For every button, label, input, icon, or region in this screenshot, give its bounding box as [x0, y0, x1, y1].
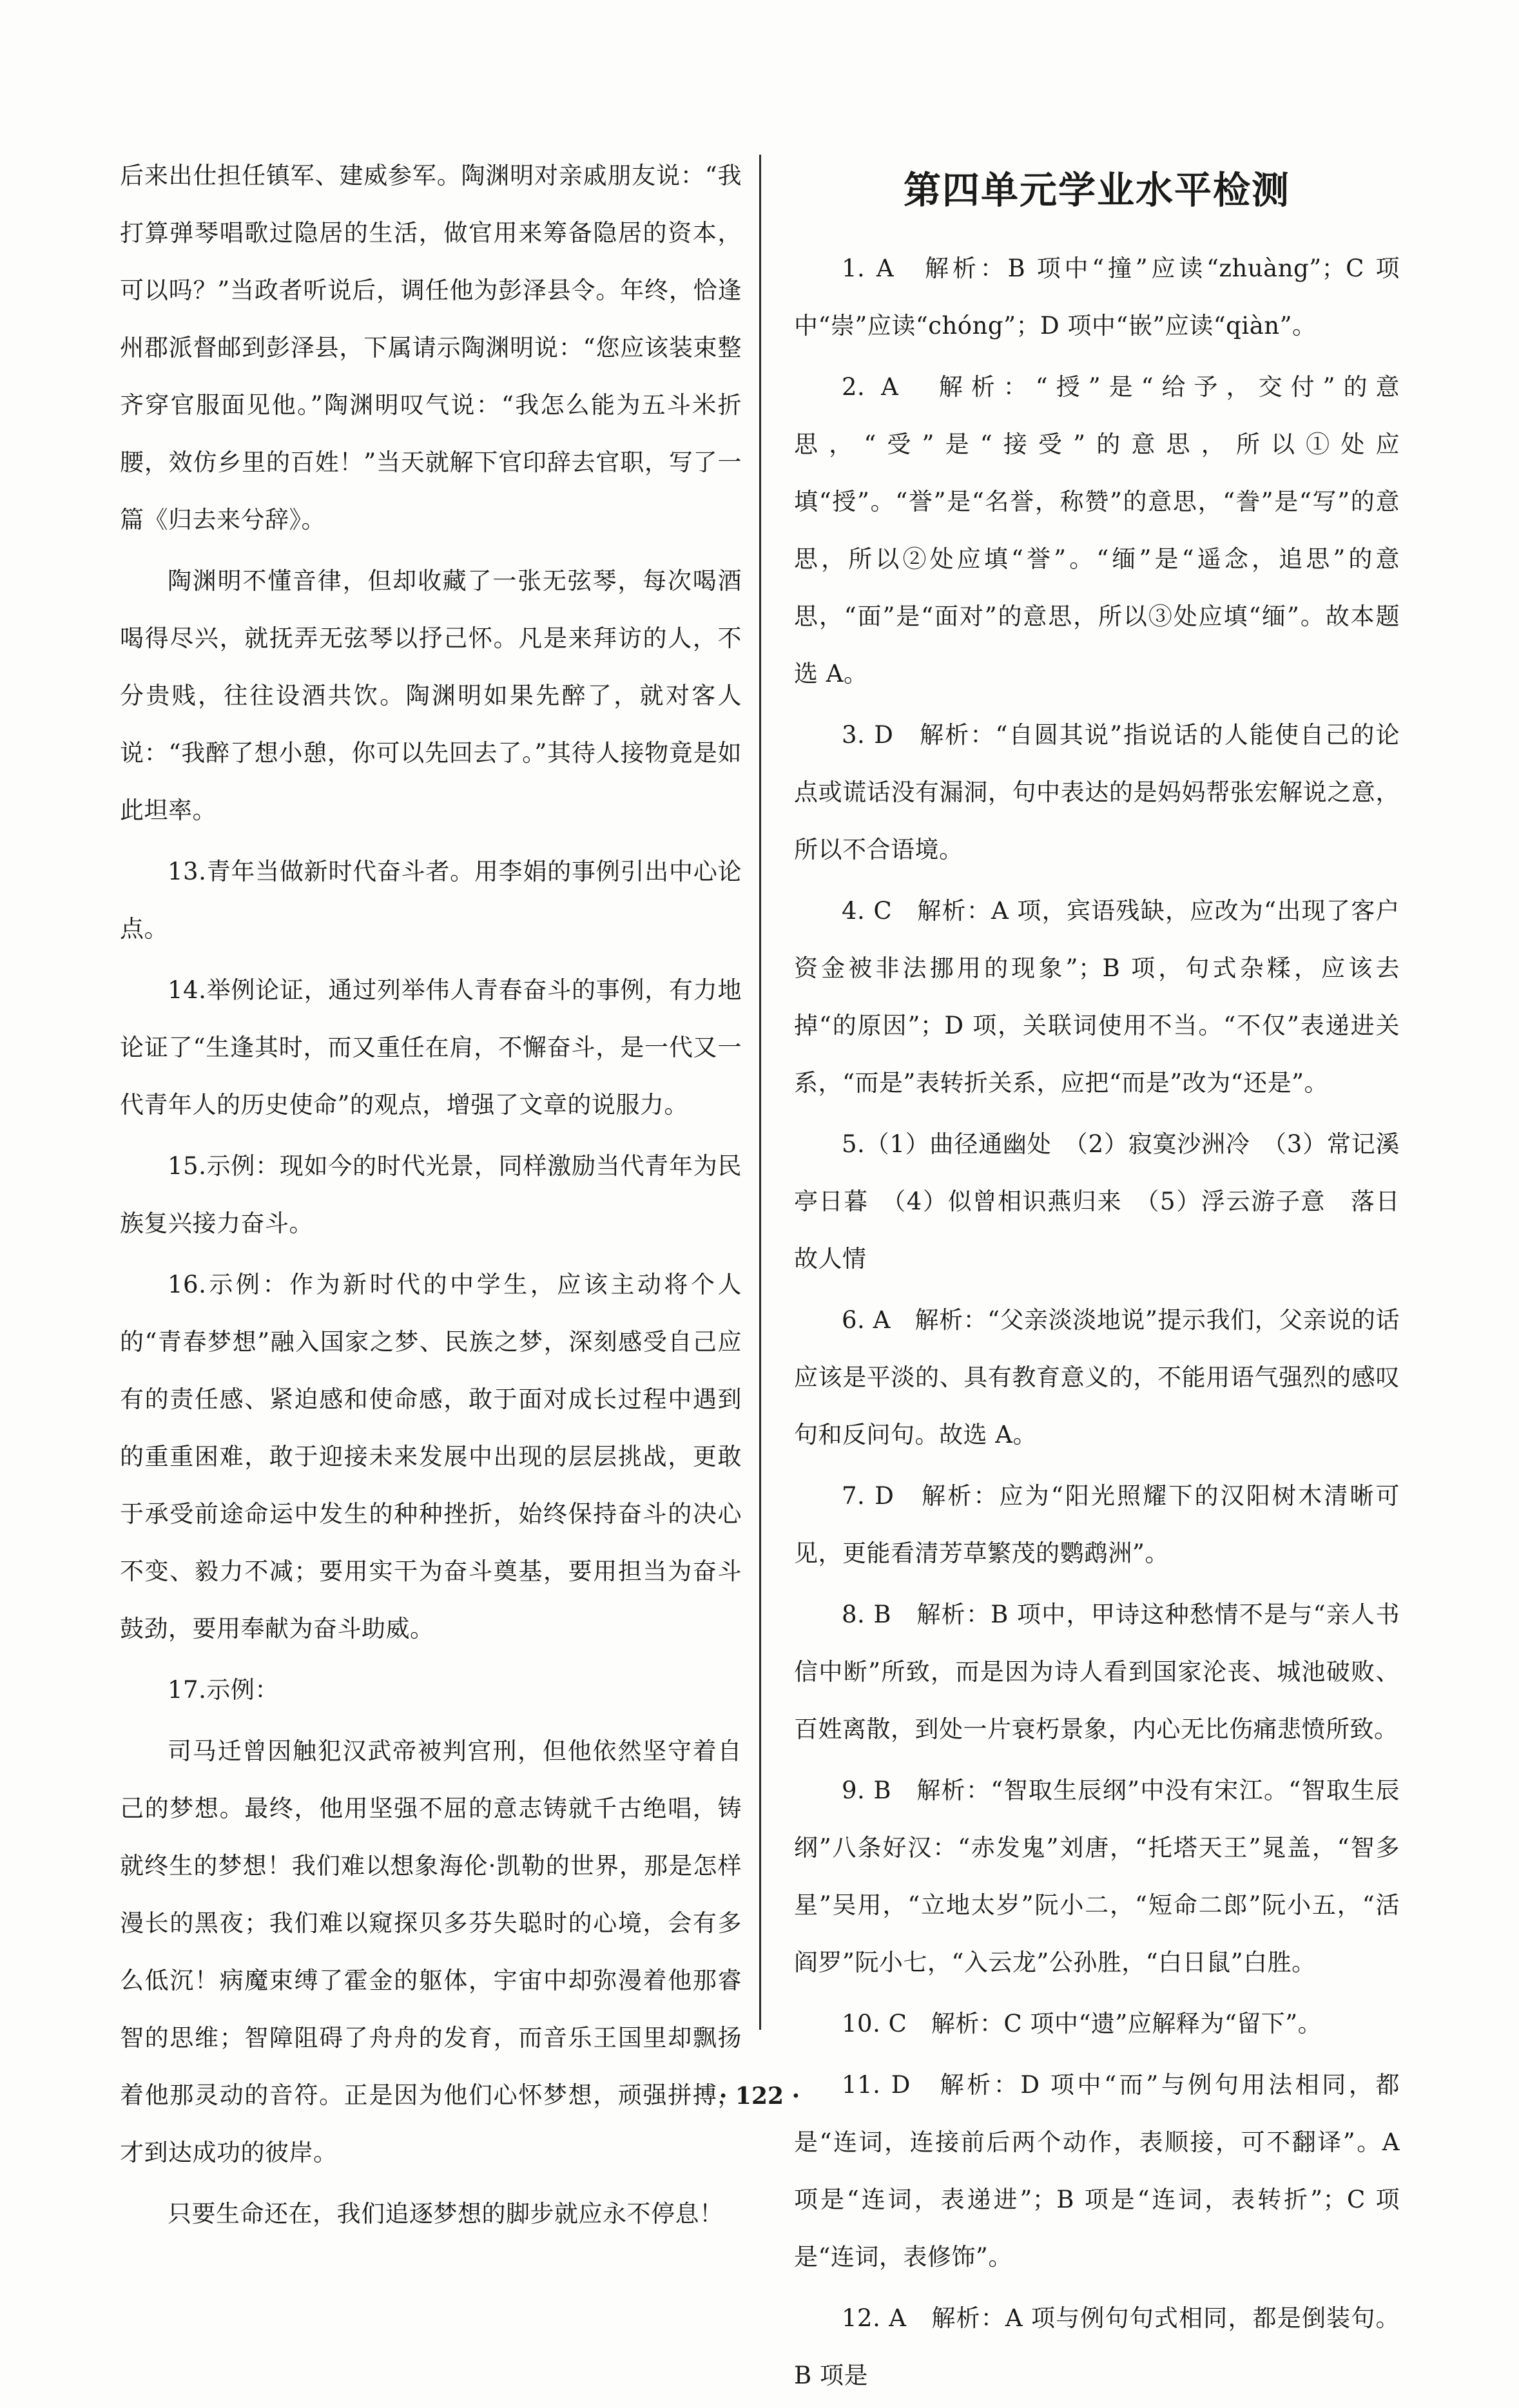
answer-9: 9. B 解析：“智取生辰纲”中没有宋江。“智取生辰纲”八条好汉：“赤发鬼”刘唐，“托塔天王”晁盖，“智多星”吴用，“立地太岁”阮小二，“短命二郎”阮小五，“活阎罗”阮小七，“入云龙”公孙胜，“白日鼠”白胜。 — [794, 1777, 1400, 1976]
right-column — [794, 147, 1400, 2408]
answer-1: 1. A 解析：B 项中“撞”应读“zhuàng”；C 项中“崇”应读“chóng”；D 项中“嵌”应读“qiàn”。 — [794, 255, 1400, 340]
answer-11: 11. D 解析：D 项中“而”与例句用法相同，都是“连词，连接前后两个动作，表顺接，可不翻译”。A 项是“连词，表递进”；B 项是“连词，表转折”；C 项是“连词，表修饰”。 — [794, 2071, 1400, 2271]
answer-6: 6. A 解析：“父亲淡淡地说”提示我们，父亲说的话应该是平淡的、具有教育意义的，不能用语气强烈的感叹句和反问句。故选 A。 — [794, 1306, 1400, 1449]
paragraph: 后来出仕担任镇军、建威参军。陶渊明对亲戚朋友说：“我打算弹琴唱歌过隐居的生活，做官用来筹备隐居的资本，可以吗？”当政者听说后，调任他为彭泽县令。年终，恰逢州郡派督邮到彭泽县，下属请示陶渊明说：“您应该装束整齐穿官服面见他。”陶渊明叹气说：“我怎么能为五斗米折腰，效仿乡里的百姓！”当天就解下官印辞去官职，写了一篇《归去来兮辞》。 — [120, 162, 742, 534]
paragraph: 只要生命还在，我们追逐梦想的脚步就应永不停息！ — [168, 2200, 724, 2228]
answer-12: 12. A 解析：A 项与例句句式相同，都是倒装句。B 项是 — [794, 2304, 1400, 2389]
answer-4: 4. C 解析：A 项，宾语残缺，应改为“出现了客户资金被非法挪用的现象”；B 项，句式杂糅，应该去掉“的原因”；D 项，关联词使用不当。“不仅”表递进关系，“而是”表转折关系，应把“而是”改为“还是”。 — [794, 897, 1400, 1097]
answer-8: 8. B 解析：B 项中，甲诗这种愁情不是与“亲人书信中断”所致，而是因为诗人看到国家沦丧、城池破败、百姓离散，到处一片衰朽景象，内心无比伤痛悲愤所致。 — [794, 1601, 1400, 1743]
answer-3: 3. D 解析：“自圆其说”指说话的人能使自己的论点或谎话没有漏洞，句中表达的是妈妈帮张宏解说之意，所以不合语境。 — [794, 721, 1400, 863]
paragraph: 司马迁曾因触犯汉武帝被判宫刑，但他依然坚守着自己的梦想。最终，他用坚强不屈的意志铸就千古绝唱，铸就终生的梦想！我们难以想象海伦·凯勒的世界，那是怎样漫长的黑夜；我们难以窥探贝多芬失聪时的心境，会有多么低沉！病魔束缚了霍金的躯体，宇宙中却弥漫着他那睿智的思维；智障阻碍了舟舟的发育，而音乐王国里却飘扬着他那灵动的音符。正是因为他们心怀梦想，顽强拼搏，才到达成功的彼岸。 — [120, 1737, 742, 2166]
answer-10: 10. C 解析：C 项中“遗”应解释为“留下”。 — [842, 2010, 1322, 2037]
page-number: · 122 · — [719, 2083, 800, 2110]
answer-5: 5.（1）曲径通幽处 （2）寂寞沙洲冷 （3）常记溪亭日暮 （4）似曾相识燕归来 （5）浮云游子意 落日故人情 — [794, 1130, 1400, 1273]
answer-17: 17.示例： — [168, 1676, 279, 1704]
answer-7: 7. D 解析：应为“阳光照耀下的汉阳树木清晰可见，更能看清芳草繁茂的鹦鹉洲”。 — [794, 1482, 1400, 1567]
section-title: 第四单元学业水平检测 — [903, 168, 1290, 212]
answer-15: 15.示例：现如今的时代光景，同样激励当代青年为民族复兴接力奋斗。 — [120, 1152, 742, 1237]
answer-14: 14.举例论证，通过列举伟人青春奋斗的事例，有力地论证了“生逢其时，而又重任在肩，不懈奋斗，是一代又一代青年人的历史使命”的观点，增强了文章的说服力。 — [120, 976, 742, 1119]
answer-13: 13.青年当做新时代奋斗者。用李娟的事例引出中心论点。 — [120, 858, 742, 943]
left-column — [120, 147, 742, 2246]
answer-2: 2. A 解析：“授”是“给予，交付”的意思，“受”是“接受”的意思，所以①处应填“授”。“誉”是“名誉，称赞”的意思，“誊”是“写”的意思，所以②处应填“誉”。“缅”是“遥念，追思”的意思，“面”是“面对”的意思，所以③处应填“缅”。故本题选 A。 — [794, 373, 1400, 688]
paragraph: 陶渊明不懂音律，但却收藏了一张无弦琴，每次喝酒喝得尽兴，就抚弄无弦琴以抒己怀。凡是来拜访的人，不分贵贱，往往设酒共饮。陶渊明如果先醉了，就对客人说：“我醉了想小憩，你可以先回去了。”其待人接物竟是如此坦率。 — [120, 567, 742, 824]
answer-16: 16.示例：作为新时代的中学生，应该主动将个人的“青春梦想”融入国家之梦、民族之梦，深刻感受自己应有的责任感、紧迫感和使命感，敢于面对成长过程中遇到的重重困难，敢于迎接未来发展中出现的层层挑战，更敢于承受前途命运中发生的种种挫折，始终保持奋斗的决心不变、毅力不减；要用实干为奋斗奠基，要用担当为奋斗鼓劲，要用奉献为奋斗助威。 — [120, 1271, 742, 1642]
column-divider — [759, 155, 761, 2030]
